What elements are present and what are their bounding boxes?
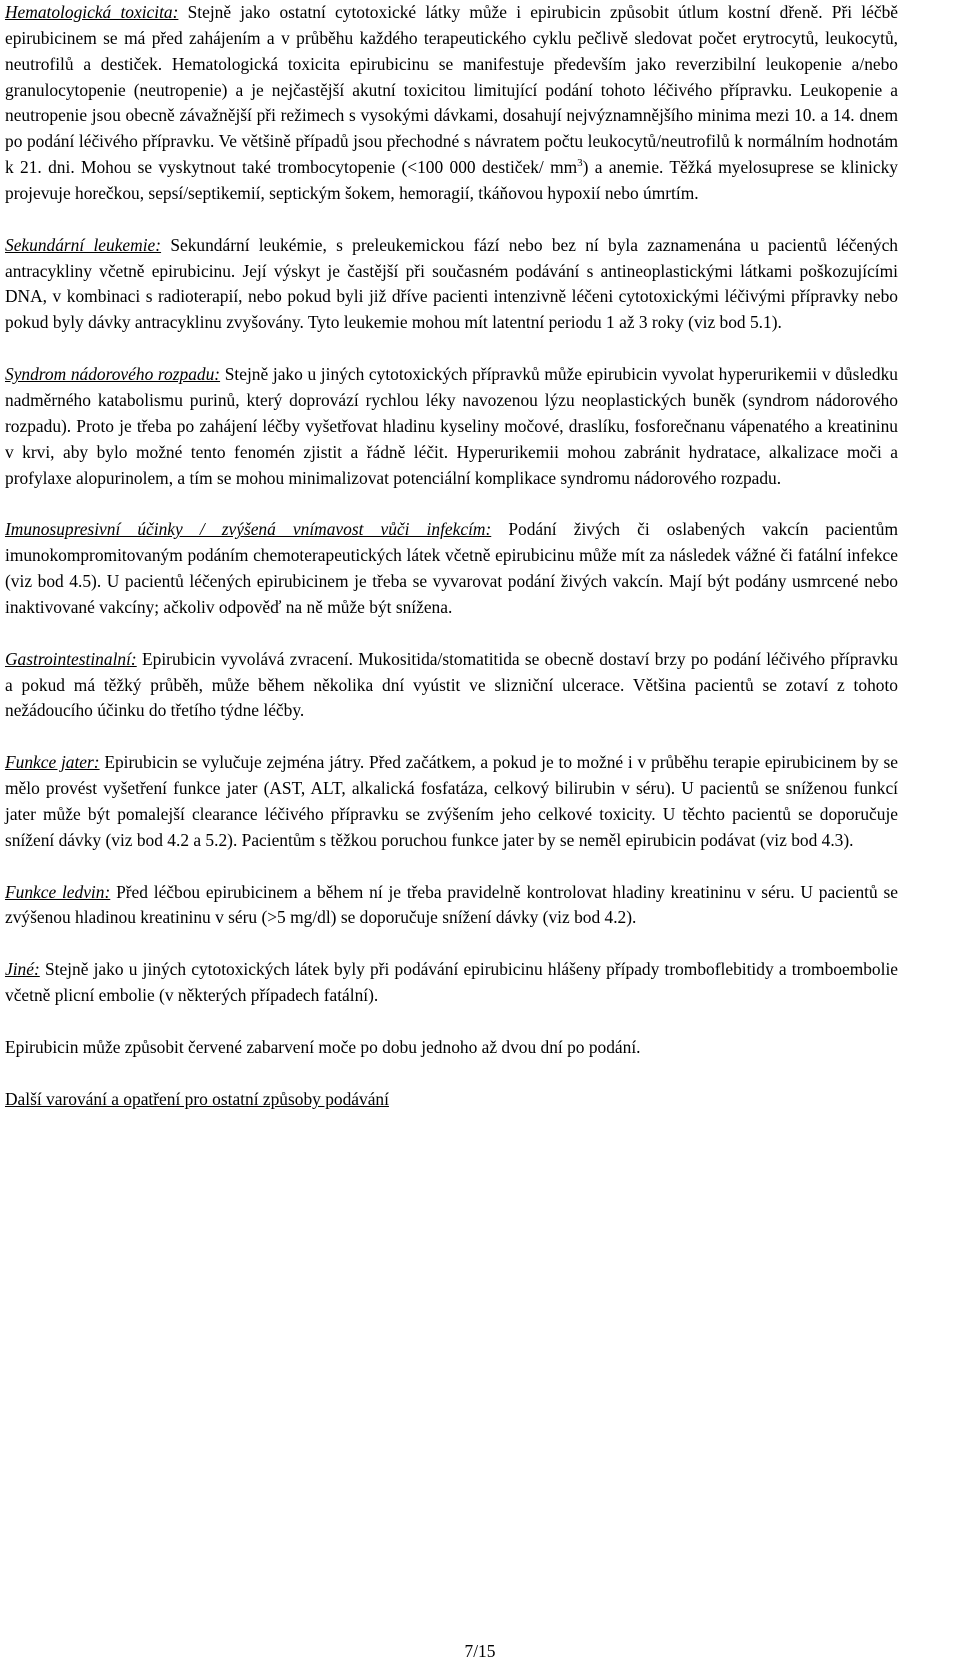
section-funkce-ledvin bbox=[5, 880, 898, 932]
section-label: Funkce jater: bbox=[5, 752, 100, 773]
section-label: Gastrointestinalní: bbox=[5, 648, 137, 669]
next-section-heading: Další varování a opatření pro ostatní způsoby podávání bbox=[5, 1088, 389, 1109]
section-text: Stejně jako u jiných cytotoxických látek byly při podávání epirubicinu hlášeny případy tromboflebitidy a tromboembolie včetně plicní embolie (v některých případech fatální). bbox=[5, 959, 898, 1006]
closing-paragraph: Epirubicin může způsobit červené zabarvení moče po dobu jednoho až dvou dní po podání. bbox=[5, 1037, 641, 1057]
section-text: Sekundární leukémie, s preleukemickou fází nebo bez ní byla zaznamenána u pacientů léčených antracykliny včetně epirubicinu. Její výskyt je častější při současném podávání s antineoplastickými látkami poškozujícími DNA, v kombinaci s radioterapií, nebo pokud byli již dříve pacienti intenzivně léčeni cytotoxickými léčivými přípravky nebo pokud byly dávky antracyklinu zvyšovány. Tyto leukemie mohou mít latentní periodu 1 až 3 roky (viz bod 5.1). bbox=[5, 234, 899, 333]
section-label: Sekundární leukemie: bbox=[5, 234, 162, 255]
section-text: Stejně jako ostatní cytotoxické látky může i epirubicin způsobit útlum kostní dřeně. Při léčbě epirubicinem se má před zahájením a v průběhu každého terapeutického cyklu pečlivě sledovat počet erytrocytů, leukocytů, neutrofilů a destiček. Hematologická toxicita epirubicinu se manifestuje především jako reverzibilní leukopenie a/nebo granulocytopenie (neutropenie) a je nejčastější akutní toxicitou limitující podání tohoto léčivého přípravku. Leukopenie a neutropenie jsou obecně závažnější při režimech s vysokými dávkami, dosahují nejvýznamnějšího minima mezi 10. a 14. dnem po podání léčivého přípravku. Ve většině případů jsou přechodné s návratem počtu leukocytů/neutrofilů k normálním hodnotám k 21. dni. Mohou se vyskytnout také trombocytopenie (<100 000 destiček/ mm bbox=[5, 2, 898, 178]
section-sekundarni-leukemie bbox=[5, 233, 898, 336]
section-text: Stejně jako u jiných cytotoxických přípravků může epirubicin vyvolat hyperurikemii v důsledku nadměrného katabolismu purinů, který doprovází rychlou léky navozenou lýzu neoplastických buněk (syndrom nádorového rozpadu). Proto je třeba po zahájení léčby vyšetřovat hladinu kyseliny močové, draslíku, fosforečnanu vápenatého a kreatininu v krvi, aby bylo možné tento fenomén zjistit a řádně léčit. Hyperurikemii mohou zabránit hydratace, alkalizace moči a profylaxe alopurinolem, a tím se mohou minimalizovat potenciální komplikace syndromu nádorového rozpadu. bbox=[5, 364, 898, 488]
superscript: 3 bbox=[577, 157, 583, 170]
section-label: Hematologická toxicita: bbox=[5, 2, 179, 22]
section-label: Funkce ledvin: bbox=[5, 881, 111, 902]
section-text: Epirubicin se vylučuje zejména játry. Před začátkem, a pokud je to možné i v průběhu terapie epirubicinem by se mělo provést vyšetření funkce jater (AST, ALT, alkalická fosfatáza, celkový bilirubin v séru). U pacientů se sníženou funkcí jater může být pomalejší clearance léčivého přípravku se zvýšením jeho celkové toxicity. U těchto pacientů se doporučuje snížení dávky (viz bod 4.2 a 5.2). Pacientům s těžkou poruchou funkce jater by se neměl epirubicin podávat (viz bod 4.3). bbox=[5, 752, 899, 850]
page-number: 7/15 bbox=[464, 1641, 496, 1661]
section-gastrointestinalni bbox=[5, 647, 898, 725]
section-text: Epirubicin vyvolává zvracení. Mukositida/stomatitida se obecně dostaví brzy po podání léčivého přípravku a pokud má těžký průběh, může během několika dní vyústit ve slizniční ulcerace. Většina pacientů se zotaví z tohoto nežádoucího účinku do třetího týdne léčby. bbox=[5, 648, 898, 721]
section-label: Syndrom nádorového rozpadu: bbox=[5, 364, 221, 385]
section-label: Imunosupresivní účinky / zvýšená vnímavost vůči infekcím: bbox=[5, 519, 492, 540]
section-text: ) a anemie. Těžká myelosuprese se klinicky projevuje horečkou, sepsí/septikemií, septickým šokem, hemoragií, tkáňovou hypoxií nebo úmrtím. bbox=[5, 157, 898, 203]
section-text: Před léčbou epirubicinem a během ní je třeba pravidelně kontrolovat hladiny kreatininu v séru. U pacientů se zvýšenou hladinou kreatininu v séru (>5 mg/dl) se doporučuje snížení dávky (viz bod 4.2). bbox=[5, 881, 898, 928]
document-page bbox=[5, 0, 898, 1113]
section-jine bbox=[5, 957, 898, 1009]
section-funkce-jater bbox=[5, 750, 898, 853]
section-imunosupresivni-ucinky bbox=[5, 517, 898, 620]
section-syndrom-nadoroveho-rozpadu bbox=[5, 362, 898, 491]
section-text: Podání živých či oslabených vakcín pacientům imunokompromitovaným podáním chemoterapeutických látek včetně epirubicinu může mít za následek vážné či fatální infekce (viz bod 4.5). U pacientů léčených epirubicinem je třeba se vyvarovat podání živých vakcín. Mají být podány usmrcené nebo inaktivované vakcíny; ačkoliv odpověď na ně může být snížena. bbox=[5, 519, 898, 617]
section-label: Jiné: bbox=[5, 959, 40, 980]
section-hematologicka-toxicita bbox=[5, 0, 898, 207]
